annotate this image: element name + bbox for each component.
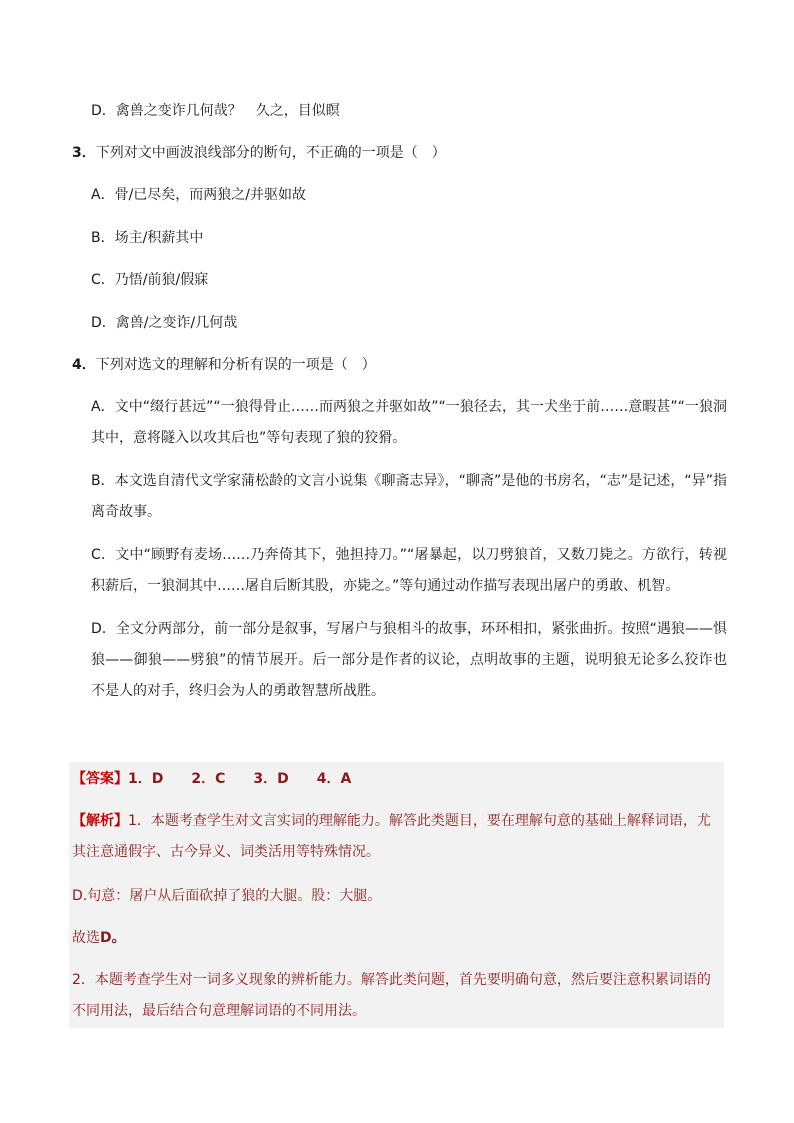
q4-stem — [72, 355, 376, 375]
analysis-p3-pre: 故选 — [72, 930, 100, 946]
q3-stem-text: 下列对文中画波浪线部分的断句，不正确的一项是（ ） — [95, 145, 446, 161]
q3-option-c: C．乃悟/前狼/假寐 — [91, 272, 209, 288]
answer-text: 1．D 2．C 3．D 4．A — [128, 771, 352, 787]
q4-number: 4． — [72, 357, 96, 373]
q4-stem-text: 下列对选文的理解和分析有误的一项是（ ） — [95, 357, 376, 373]
answer-line — [72, 769, 351, 789]
analysis-p3 — [72, 928, 126, 948]
q2-option-d: D．禽兽之变诈几何哉？ 久之，目似瞑 — [91, 103, 340, 119]
analysis-p3-val: D。 — [100, 930, 126, 946]
analysis-p1 — [72, 806, 724, 868]
q3-option-b: B．场主/积薪其中 — [91, 230, 204, 246]
q4-option-c: C．文中“顾野有麦场……乃奔倚其下，弛担持刀。”“屠暴起，以刀劈狼首，又数刀毙之。方欲行，转视积薪后，一狼洞其中……屠自后断其股，亦毙之。”等句通过动作描写表现出屠户的勇敢、机智。 — [91, 547, 727, 594]
q3-option-a: A．骨/已尽矣，而两狼之/并驱如故 — [91, 187, 307, 203]
q4-option-b: B．本文选自清代文学家蒲松龄的文言小说集《聊斋志异》，“聊斋”是他的书房名，“志”是记述，“异”指离奇故事。 — [91, 473, 727, 520]
q3-stem — [72, 143, 446, 163]
q3-option-d: D．禽兽/之变诈/几何哉 — [91, 315, 238, 331]
analysis-label: 【解析】 — [72, 813, 128, 829]
analysis-p1-text: 1．本题考查学生对文言实词的理解能力。解答此类题目，要在理解句意的基础上解释词语，尤其注意通假字、古今异义、词类活用等特殊情况。 — [72, 813, 711, 860]
q3-number: 3． — [72, 145, 96, 161]
answer-label: 【答案】 — [72, 771, 128, 787]
analysis-p4: 2．本题考查学生对一词多义现象的辨析能力。解答此类问题，首先要明确句意，然后要注意积累词语的不同用法，最后结合句意理解词语的不同用法。 — [72, 972, 711, 1019]
analysis-p2: D.句意：屠户从后面砍掉了狼的大腿。股：大腿。 — [72, 888, 382, 904]
q4-option-a: A．文中“缀行甚远”“一狼得骨止……而两狼之并驱如故”“一狼径去，其一犬坐于前……意暇甚”“一狼洞其中，意将隧入以攻其后也”等句表现了狼的狡猾。 — [91, 399, 727, 446]
q4-option-d: D．全文分两部分，前一部分是叙事，写屠户与狼相斗的故事，环环相扣，紧张曲折。按照“遇狼——惧狼——御狼——劈狼”的情节展开。后一部分是作者的议论，点明故事的主题，说明狼无论多么狡诈也不是人的对手，终归会为人的勇敢智慧所战胜。 — [91, 621, 727, 699]
